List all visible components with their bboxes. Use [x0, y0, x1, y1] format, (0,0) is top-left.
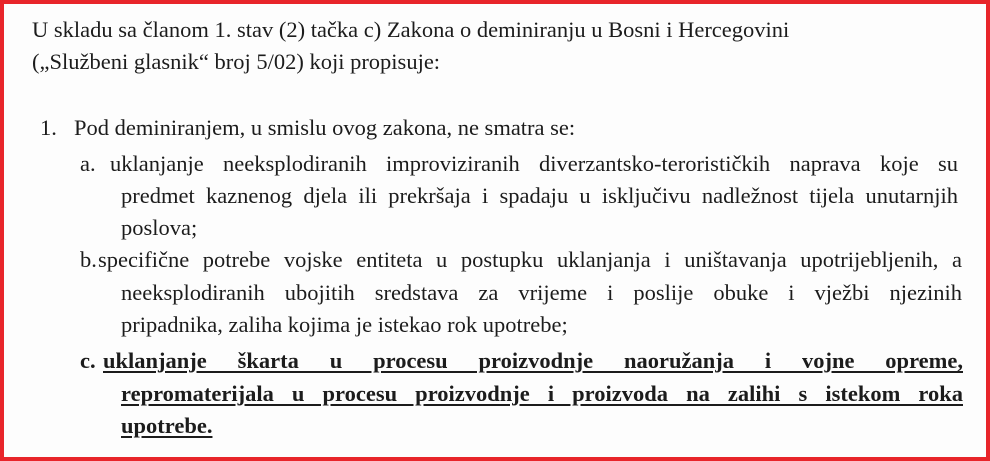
sub-item-a-line-2: predmet kaznenog djela ili prekršaja i spadaju u isključivu nadležnost tijela unutarnjih: [121, 183, 958, 208]
sub-item-b-line-2: neeksplodiranih ubojitih sredstava za vrijeme i poslije obuke i vježbi njezinih: [121, 280, 962, 305]
sub-item-c-line-2: repromaterijala u procesu proizvodnje i proizvoda na zalihi s istekom roka: [121, 381, 963, 406]
sub-item-b-line-3: pripadnika, zaliha kojima je istekao rok upotrebe;: [121, 312, 568, 337]
sub-item-a-line-3: poslova;: [121, 215, 198, 240]
intro-line-2: („Službeni glasnik“ broj 5/02) koji propisuje:: [32, 49, 441, 74]
item-1-text: Pod deminiranjem, u smislu ovog zakona, ne smatra se:: [74, 115, 576, 140]
sub-item-c-line-1: uklanjanje škarta u procesu proizvodnje naoružanja i vojne opreme,: [103, 348, 963, 373]
sub-item-c-line-3: upotrebe.: [121, 413, 213, 438]
sub-item-b-line-1: specifične potrebe vojske entiteta u postupku uklanjanja i uništavanja upotrijebljenih, a: [98, 247, 962, 272]
item-1-number: 1.: [40, 115, 57, 140]
sub-item-a-line-1: uklanjanje neeksplodiranih improviziranih diverzantsko-terorističkih naprava koje su: [110, 151, 958, 176]
sub-item-c-marker: c.: [80, 348, 96, 373]
sub-item-a-marker: a.: [80, 151, 96, 176]
sub-item-b-marker: b.: [80, 247, 97, 272]
intro-line-1: U skladu sa članom 1. stav (2) tačka c) Zakona o deminiranju u Bosni i Hercegovini: [32, 17, 790, 42]
